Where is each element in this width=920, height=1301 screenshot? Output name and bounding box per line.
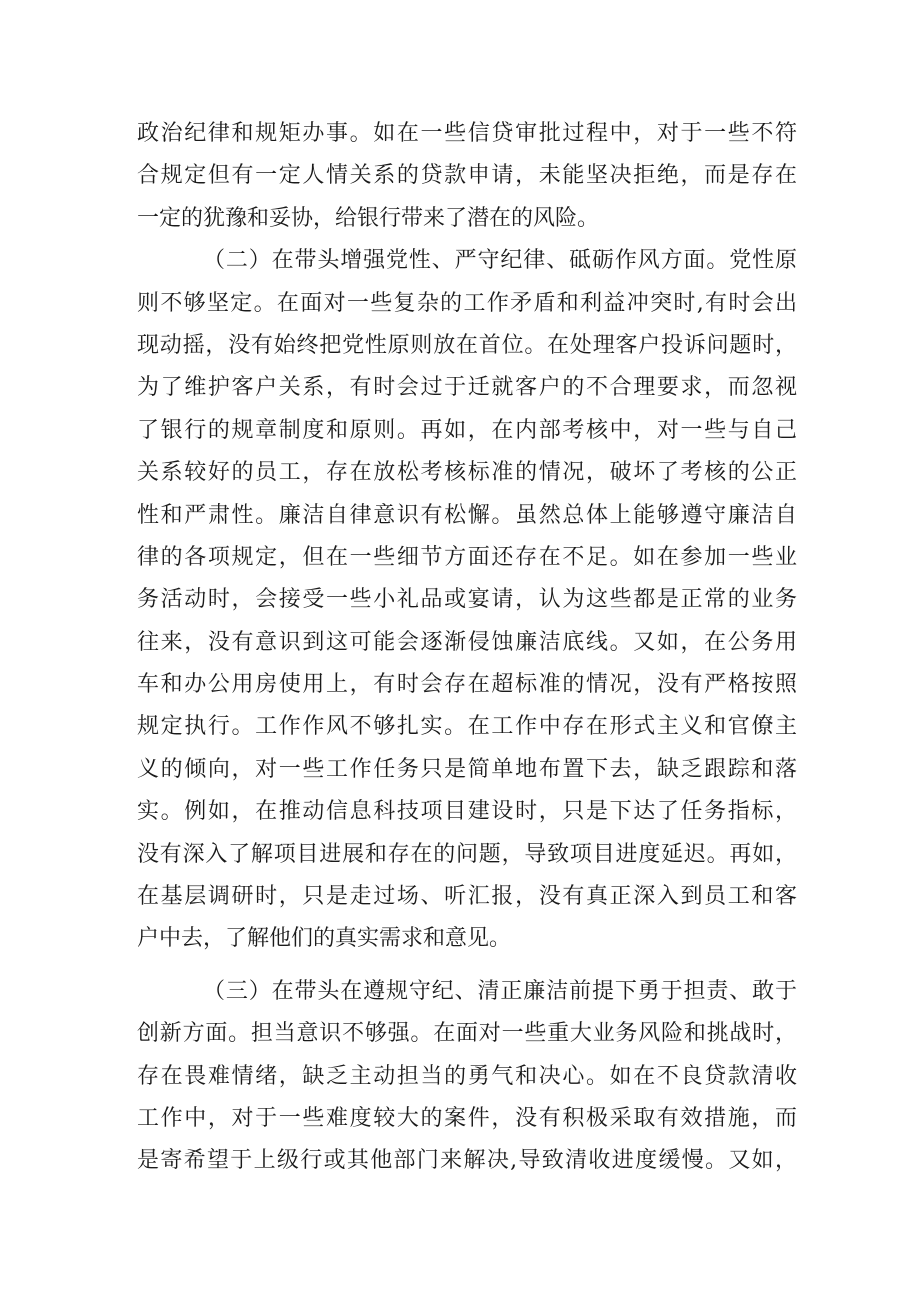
text-line: 创新方面。担当意识不够强。在面对一些重大业务风险和挑战时， bbox=[137, 1021, 797, 1047]
text-line: 实。例如，在推动信息科技项目建设时，只是下达了任务指标， bbox=[137, 799, 797, 825]
text-line: 政治纪律和规矩办事。如在一些信贷审批过程中，对于一些不符 bbox=[137, 121, 797, 146]
text-line: 一定的犹豫和妥协，给银行带来了潜在的风险。 bbox=[137, 205, 600, 231]
text-line: 在基层调研时，只是走过场、听汇报，没有真正深入到员工和客 bbox=[137, 884, 797, 910]
text-line: 往来，没有意识到这可能会逐渐侵蚀廉洁底线。又如，在公务用 bbox=[137, 629, 797, 655]
text-line: 则不够坚定。在面对一些复杂的工作矛盾和利益冲突时,有时会出 bbox=[137, 290, 797, 316]
text-line: 性和严肃性。廉洁自律意识有松懈。虽然总体上能够遵守廉洁自 bbox=[137, 502, 797, 528]
text-line: 存在畏难情绪，缺乏主动担当的勇气和决心。如在不良贷款清收 bbox=[137, 1063, 797, 1089]
text-line: 工作中，对于一些难度较大的案件，没有积极采取有效措施，而 bbox=[137, 1105, 797, 1131]
paragraph-spacer bbox=[137, 961, 797, 971]
text-line: 关系较好的员工，存在放松考核标准的情况，破坏了考核的公正 bbox=[137, 460, 797, 486]
text-line: 现动摇，没有始终把党性原则放在首位。在处理客户投诉问题时， bbox=[137, 332, 797, 358]
text-line: 车和办公用房使用上，有时会存在超标准的情况，没有严格按照 bbox=[137, 672, 797, 698]
text-line: 律的各项规定，但在一些细节方面还存在不足。如在参加一些业 bbox=[137, 544, 797, 570]
text-line: 务活动时，会接受一些小礼品或宴请，认为这些都是正常的业务 bbox=[137, 587, 797, 613]
text-line: 规定执行。工作作风不够扎实。在工作中存在形式主义和官僚主 bbox=[137, 714, 797, 740]
text-line: 为了维护客户关系，有时会过于迁就客户的不合理要求，而忽视 bbox=[137, 375, 797, 401]
text-line: 合规定但有一定人情关系的贷款申请，未能坚决拒绝，而是存在 bbox=[137, 163, 797, 189]
text-line: 了银行的规章制度和原则。再如，在内部考核中，对一些与自己 bbox=[137, 417, 797, 443]
text-line: 是寄希望于上级行或其他部门来解决,导致清收进度缓慢。又如， bbox=[137, 1148, 797, 1174]
text-line: 户中去，了解他们的真实需求和意见。 bbox=[137, 926, 512, 952]
paragraph-heading-line: （三）在带头在遵规守纪、清正廉洁前提下勇于担责、敢于 bbox=[203, 978, 797, 1004]
paragraph-heading-line: （二）在带头增强党性、严守纪律、砥砺作风方面。党性原 bbox=[203, 248, 797, 274]
text-line: 没有深入了解项目进展和存在的问题，导致项目进度延迟。再如， bbox=[137, 841, 797, 867]
document-body bbox=[137, 113, 797, 1183]
text-line: 义的倾向，对一些工作任务只是简单地布置下去，缺乏跟踪和落 bbox=[137, 756, 797, 782]
